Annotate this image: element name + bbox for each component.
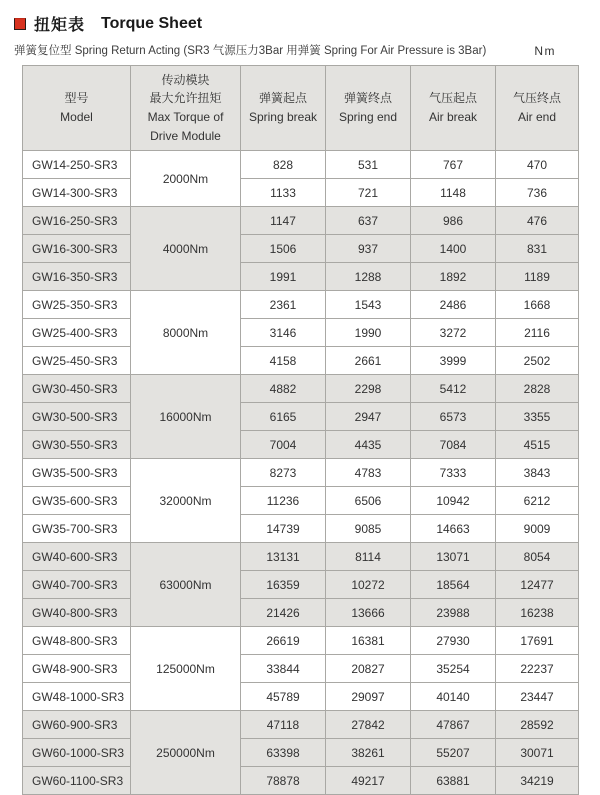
table-header (23, 66, 579, 151)
header-torque-zh1: 传动模块 (161, 72, 210, 87)
table-row (23, 431, 579, 459)
table-row (23, 515, 579, 543)
page-title-en: Torque Sheet (101, 14, 203, 32)
subtitle-row (14, 42, 570, 58)
value-cell: 6212 (496, 487, 579, 515)
value-cell: 470 (496, 151, 579, 179)
header-row (23, 66, 579, 151)
model-cell: GW40-800-SR3 (23, 599, 131, 627)
model-cell: GW60-1100-SR3 (23, 767, 131, 795)
header-air-break-zh: 气压起点 (428, 91, 477, 106)
col-header-spring-end (326, 66, 411, 151)
value-cell: 20827 (326, 655, 411, 683)
value-cell: 21426 (241, 599, 326, 627)
value-cell: 11236 (241, 487, 326, 515)
value-cell: 3146 (241, 319, 326, 347)
value-cell: 767 (411, 151, 496, 179)
header-torque-en1: Max Torque of (147, 110, 224, 124)
value-cell: 6506 (326, 487, 411, 515)
value-cell: 17691 (496, 627, 579, 655)
value-cell: 9085 (326, 515, 411, 543)
header-air-end-zh: 气压终点 (512, 91, 561, 106)
model-cell: GW40-600-SR3 (23, 543, 131, 571)
table-row (23, 739, 579, 767)
table-row (23, 459, 579, 487)
value-cell: 27930 (411, 627, 496, 655)
torque-group-cell: 125000Nm (131, 627, 241, 711)
table-row (23, 263, 579, 291)
value-cell: 1991 (241, 263, 326, 291)
model-cell: GW35-600-SR3 (23, 487, 131, 515)
table-row (23, 627, 579, 655)
value-cell: 3999 (411, 347, 496, 375)
value-cell: 40140 (411, 683, 496, 711)
table-row (23, 655, 579, 683)
model-cell: GW48-900-SR3 (23, 655, 131, 683)
model-cell: GW25-450-SR3 (23, 347, 131, 375)
model-cell: GW30-450-SR3 (23, 375, 131, 403)
model-cell: GW14-300-SR3 (23, 179, 131, 207)
value-cell: 26619 (241, 627, 326, 655)
value-cell: 47118 (241, 711, 326, 739)
value-cell: 736 (496, 179, 579, 207)
value-cell: 4435 (326, 431, 411, 459)
red-square-bullet-icon (14, 18, 26, 30)
table-row (23, 347, 579, 375)
table-row (23, 403, 579, 431)
value-cell: 45789 (241, 683, 326, 711)
header-model-zh: 型号 (64, 91, 89, 106)
table-row (23, 207, 579, 235)
value-cell: 2828 (496, 375, 579, 403)
torque-group-cell: 4000Nm (131, 207, 241, 291)
value-cell: 986 (411, 207, 496, 235)
header-air-end-en: Air end (517, 110, 557, 124)
table-row (23, 683, 579, 711)
torque-group-cell: 8000Nm (131, 291, 241, 375)
value-cell: 1668 (496, 291, 579, 319)
torque-group-cell: 63000Nm (131, 543, 241, 627)
value-cell: 34219 (496, 767, 579, 795)
col-header-air-end (496, 66, 579, 151)
value-cell: 4783 (326, 459, 411, 487)
value-cell: 3355 (496, 403, 579, 431)
value-cell: 1148 (411, 179, 496, 207)
page-title (14, 12, 600, 35)
model-cell: GW25-400-SR3 (23, 319, 131, 347)
value-cell: 7333 (411, 459, 496, 487)
value-cell: 2486 (411, 291, 496, 319)
value-cell: 35254 (411, 655, 496, 683)
value-cell: 13131 (241, 543, 326, 571)
value-cell: 531 (326, 151, 411, 179)
torque-table (22, 65, 579, 795)
header-torque-en2: Drive Module (150, 128, 221, 143)
table-row (23, 291, 579, 319)
value-cell: 18564 (411, 571, 496, 599)
value-cell: 1288 (326, 263, 411, 291)
table-row (23, 179, 579, 207)
value-cell: 937 (326, 235, 411, 263)
value-cell: 6573 (411, 403, 496, 431)
value-cell: 16381 (326, 627, 411, 655)
col-header-air-break (411, 66, 496, 151)
value-cell: 2947 (326, 403, 411, 431)
value-cell: 47867 (411, 711, 496, 739)
table-row (23, 767, 579, 795)
model-cell: GW35-500-SR3 (23, 459, 131, 487)
value-cell: 2298 (326, 375, 411, 403)
value-cell: 78878 (241, 767, 326, 795)
value-cell: 27842 (326, 711, 411, 739)
col-header-max-torque (131, 66, 241, 151)
value-cell: 2361 (241, 291, 326, 319)
page-title-zh: 扭矩表 (34, 17, 86, 34)
model-cell: GW16-250-SR3 (23, 207, 131, 235)
value-cell: 4158 (241, 347, 326, 375)
value-cell: 63881 (411, 767, 496, 795)
model-cell: GW25-350-SR3 (23, 291, 131, 319)
value-cell: 14739 (241, 515, 326, 543)
value-cell: 1400 (411, 235, 496, 263)
value-cell: 831 (496, 235, 579, 263)
table-row (23, 487, 579, 515)
torque-group-cell: 2000Nm (131, 151, 241, 207)
value-cell: 476 (496, 207, 579, 235)
col-header-model (23, 66, 131, 151)
model-cell: GW60-1000-SR3 (23, 739, 131, 767)
header-spring-break-zh: 弹簧起点 (258, 91, 307, 106)
torque-group-cell: 16000Nm (131, 375, 241, 459)
value-cell: 8054 (496, 543, 579, 571)
value-cell: 3843 (496, 459, 579, 487)
value-cell: 16359 (241, 571, 326, 599)
value-cell: 63398 (241, 739, 326, 767)
header-spring-end-zh: 弹簧终点 (343, 91, 392, 106)
value-cell: 14663 (411, 515, 496, 543)
model-cell: GW48-800-SR3 (23, 627, 131, 655)
table-row (23, 235, 579, 263)
value-cell: 30071 (496, 739, 579, 767)
value-cell: 23988 (411, 599, 496, 627)
table-row (23, 571, 579, 599)
value-cell: 8114 (326, 543, 411, 571)
value-cell: 13666 (326, 599, 411, 627)
model-cell: GW35-700-SR3 (23, 515, 131, 543)
model-cell: GW48-1000-SR3 (23, 683, 131, 711)
value-cell: 38261 (326, 739, 411, 767)
value-cell: 637 (326, 207, 411, 235)
value-cell: 5412 (411, 375, 496, 403)
value-cell: 4515 (496, 431, 579, 459)
value-cell: 2502 (496, 347, 579, 375)
model-cell: GW60-900-SR3 (23, 711, 131, 739)
value-cell: 2661 (326, 347, 411, 375)
value-cell: 4882 (241, 375, 326, 403)
value-cell: 721 (326, 179, 411, 207)
model-cell: GW14-250-SR3 (23, 151, 131, 179)
torque-group-cell: 250000Nm (131, 711, 241, 795)
model-cell: GW16-350-SR3 (23, 263, 131, 291)
value-cell: 1543 (326, 291, 411, 319)
value-cell: 49217 (326, 767, 411, 795)
table-row (23, 319, 579, 347)
value-cell: 16238 (496, 599, 579, 627)
table-row (23, 151, 579, 179)
value-cell: 28592 (496, 711, 579, 739)
value-cell: 9009 (496, 515, 579, 543)
value-cell: 10942 (411, 487, 496, 515)
col-header-spring-break (241, 66, 326, 151)
value-cell: 12477 (496, 571, 579, 599)
value-cell: 10272 (326, 571, 411, 599)
value-cell: 29097 (326, 683, 411, 711)
value-cell: 33844 (241, 655, 326, 683)
value-cell: 8273 (241, 459, 326, 487)
header-spring-end-en: Spring end (338, 110, 398, 124)
value-cell: 1189 (496, 263, 579, 291)
table-body (23, 151, 579, 795)
subtitle-text: 弹簧复位型 Spring Return Acting (SR3 气源压力3Bar 用弹簧 Spring For Air Pressure is 3Bar) (14, 45, 487, 57)
value-cell: 13071 (411, 543, 496, 571)
model-cell: GW30-550-SR3 (23, 431, 131, 459)
table-row (23, 543, 579, 571)
table-row (23, 599, 579, 627)
value-cell: 6165 (241, 403, 326, 431)
header-air-break-en: Air break (428, 110, 478, 124)
value-cell: 1990 (326, 319, 411, 347)
torque-group-cell: 32000Nm (131, 459, 241, 543)
value-cell: 22237 (496, 655, 579, 683)
table-row (23, 375, 579, 403)
value-cell: 828 (241, 151, 326, 179)
value-cell: 3272 (411, 319, 496, 347)
value-cell: 1506 (241, 235, 326, 263)
header-torque-zh2: 最大允许扭矩 (149, 91, 222, 106)
model-cell: GW16-300-SR3 (23, 235, 131, 263)
value-cell: 23447 (496, 683, 579, 711)
model-cell: GW30-500-SR3 (23, 403, 131, 431)
value-cell: 1147 (241, 207, 326, 235)
value-cell: 7004 (241, 431, 326, 459)
value-cell: 2116 (496, 319, 579, 347)
model-cell: GW40-700-SR3 (23, 571, 131, 599)
header-model-en: Model (60, 110, 93, 124)
value-cell: 1133 (241, 179, 326, 207)
value-cell: 1892 (411, 263, 496, 291)
value-cell: 7084 (411, 431, 496, 459)
table-row (23, 711, 579, 739)
header-spring-break-en: Spring break (248, 110, 318, 124)
value-cell: 55207 (411, 739, 496, 767)
unit-label: Nm (534, 44, 556, 58)
